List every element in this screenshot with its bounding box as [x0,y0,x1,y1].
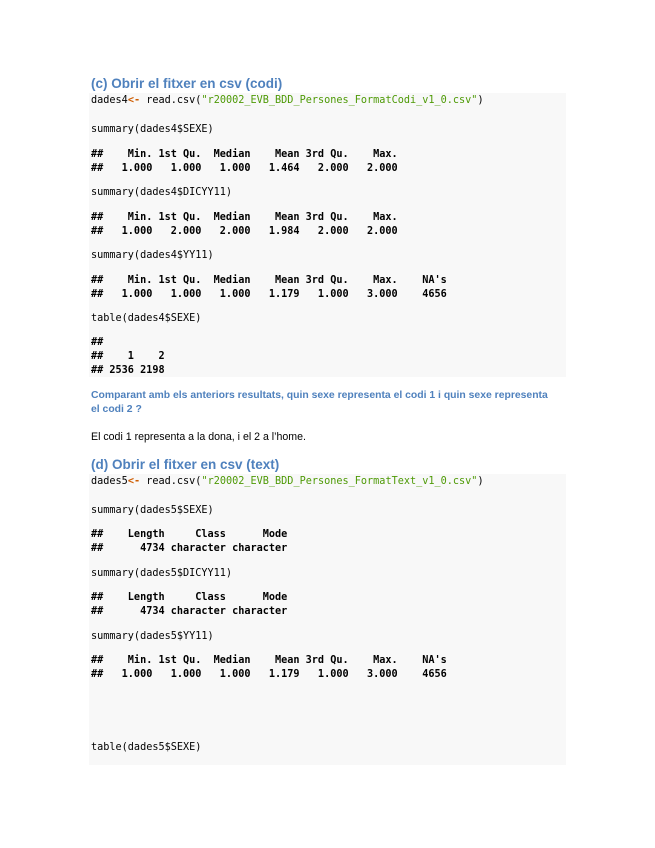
variable-name: dades5 [91,476,128,487]
summary-dicyy-command: summary(dades4$DICYY11) [91,187,233,198]
section-d-heading: (d) Obrir el fitxer en csv (text) [91,457,280,472]
summary-yy-header: ## Min. 1st Qu. Median Mean 3rd Qu. Max. NA's [91,655,447,666]
read-csv-line [91,476,484,488]
function-close: ) [477,95,484,106]
table-sexe-command: table(dades5$SEXE) [91,742,202,753]
summary-sexe-command: summary(dades4$SEXE) [91,124,214,135]
summary-yy-values: ## 1.000 1.000 1.000 1.179 1.000 3.000 4656 [91,289,447,300]
table-sexe-command: table(dades4$SEXE) [91,313,202,324]
summary-yy-command: summary(dades5$YY11) [91,631,214,642]
summary-sexe-values: ## 1.000 1.000 1.000 1.464 2.000 2.000 [91,163,398,174]
table-blank-line: ## [91,337,104,348]
summary-dicyy-values: ## 1.000 2.000 2.000 1.984 2.000 2.000 [91,226,398,237]
section-c-heading: (c) Obrir el fitxer en csv (codi) [91,76,283,91]
question-text: Comparant amb els anteriors resultats, quin sexe representa el codi 1 i quin sexe representa el codi 2 ? [91,390,548,415]
summary-dicyy-command: summary(dades5$DICYY11) [91,568,233,579]
function-close: ) [477,476,484,487]
function-call: read.csv( [140,95,202,106]
summary-yy-values: ## 1.000 1.000 1.000 1.179 1.000 3.000 4656 [91,669,447,680]
summary-sexe-header: ## Length Class Mode [91,529,288,540]
summary-dicyy-header: ## Min. 1st Qu. Median Mean 3rd Qu. Max. [91,212,398,223]
section-c-code-block [89,93,566,377]
function-call: read.csv( [140,476,202,487]
assign-operator: <- [127,476,141,487]
summary-sexe-header: ## Min. 1st Qu. Median Mean 3rd Qu. Max. [91,149,398,160]
variable-name: dades4 [91,95,128,106]
table-values-line: ## 2536 2198 [91,365,165,376]
section-d-code-block [89,474,566,765]
summary-dicyy-values: ## 4734 character character [91,606,288,617]
answer-text: El codi 1 representa a la dona, i el 2 a l’home. [91,431,306,443]
summary-sexe-values: ## 4734 character character [91,543,288,554]
summary-dicyy-header: ## Length Class Mode [91,592,288,603]
summary-yy-command: summary(dades4$YY11) [91,250,214,261]
file-path-string: "r20002_EVB_BDD_Persones_FormatText_v1_0.csv" [201,476,478,487]
file-path-string: "r20002_EVB_BDD_Persones_FormatCodi_v1_0.csv" [201,95,478,106]
assign-operator: <- [127,95,141,106]
summary-sexe-command: summary(dades5$SEXE) [91,505,214,516]
read-csv-line [91,95,484,107]
summary-yy-header: ## Min. 1st Qu. Median Mean 3rd Qu. Max. NA's [91,275,447,286]
table-header-line: ## 1 2 [91,351,165,362]
